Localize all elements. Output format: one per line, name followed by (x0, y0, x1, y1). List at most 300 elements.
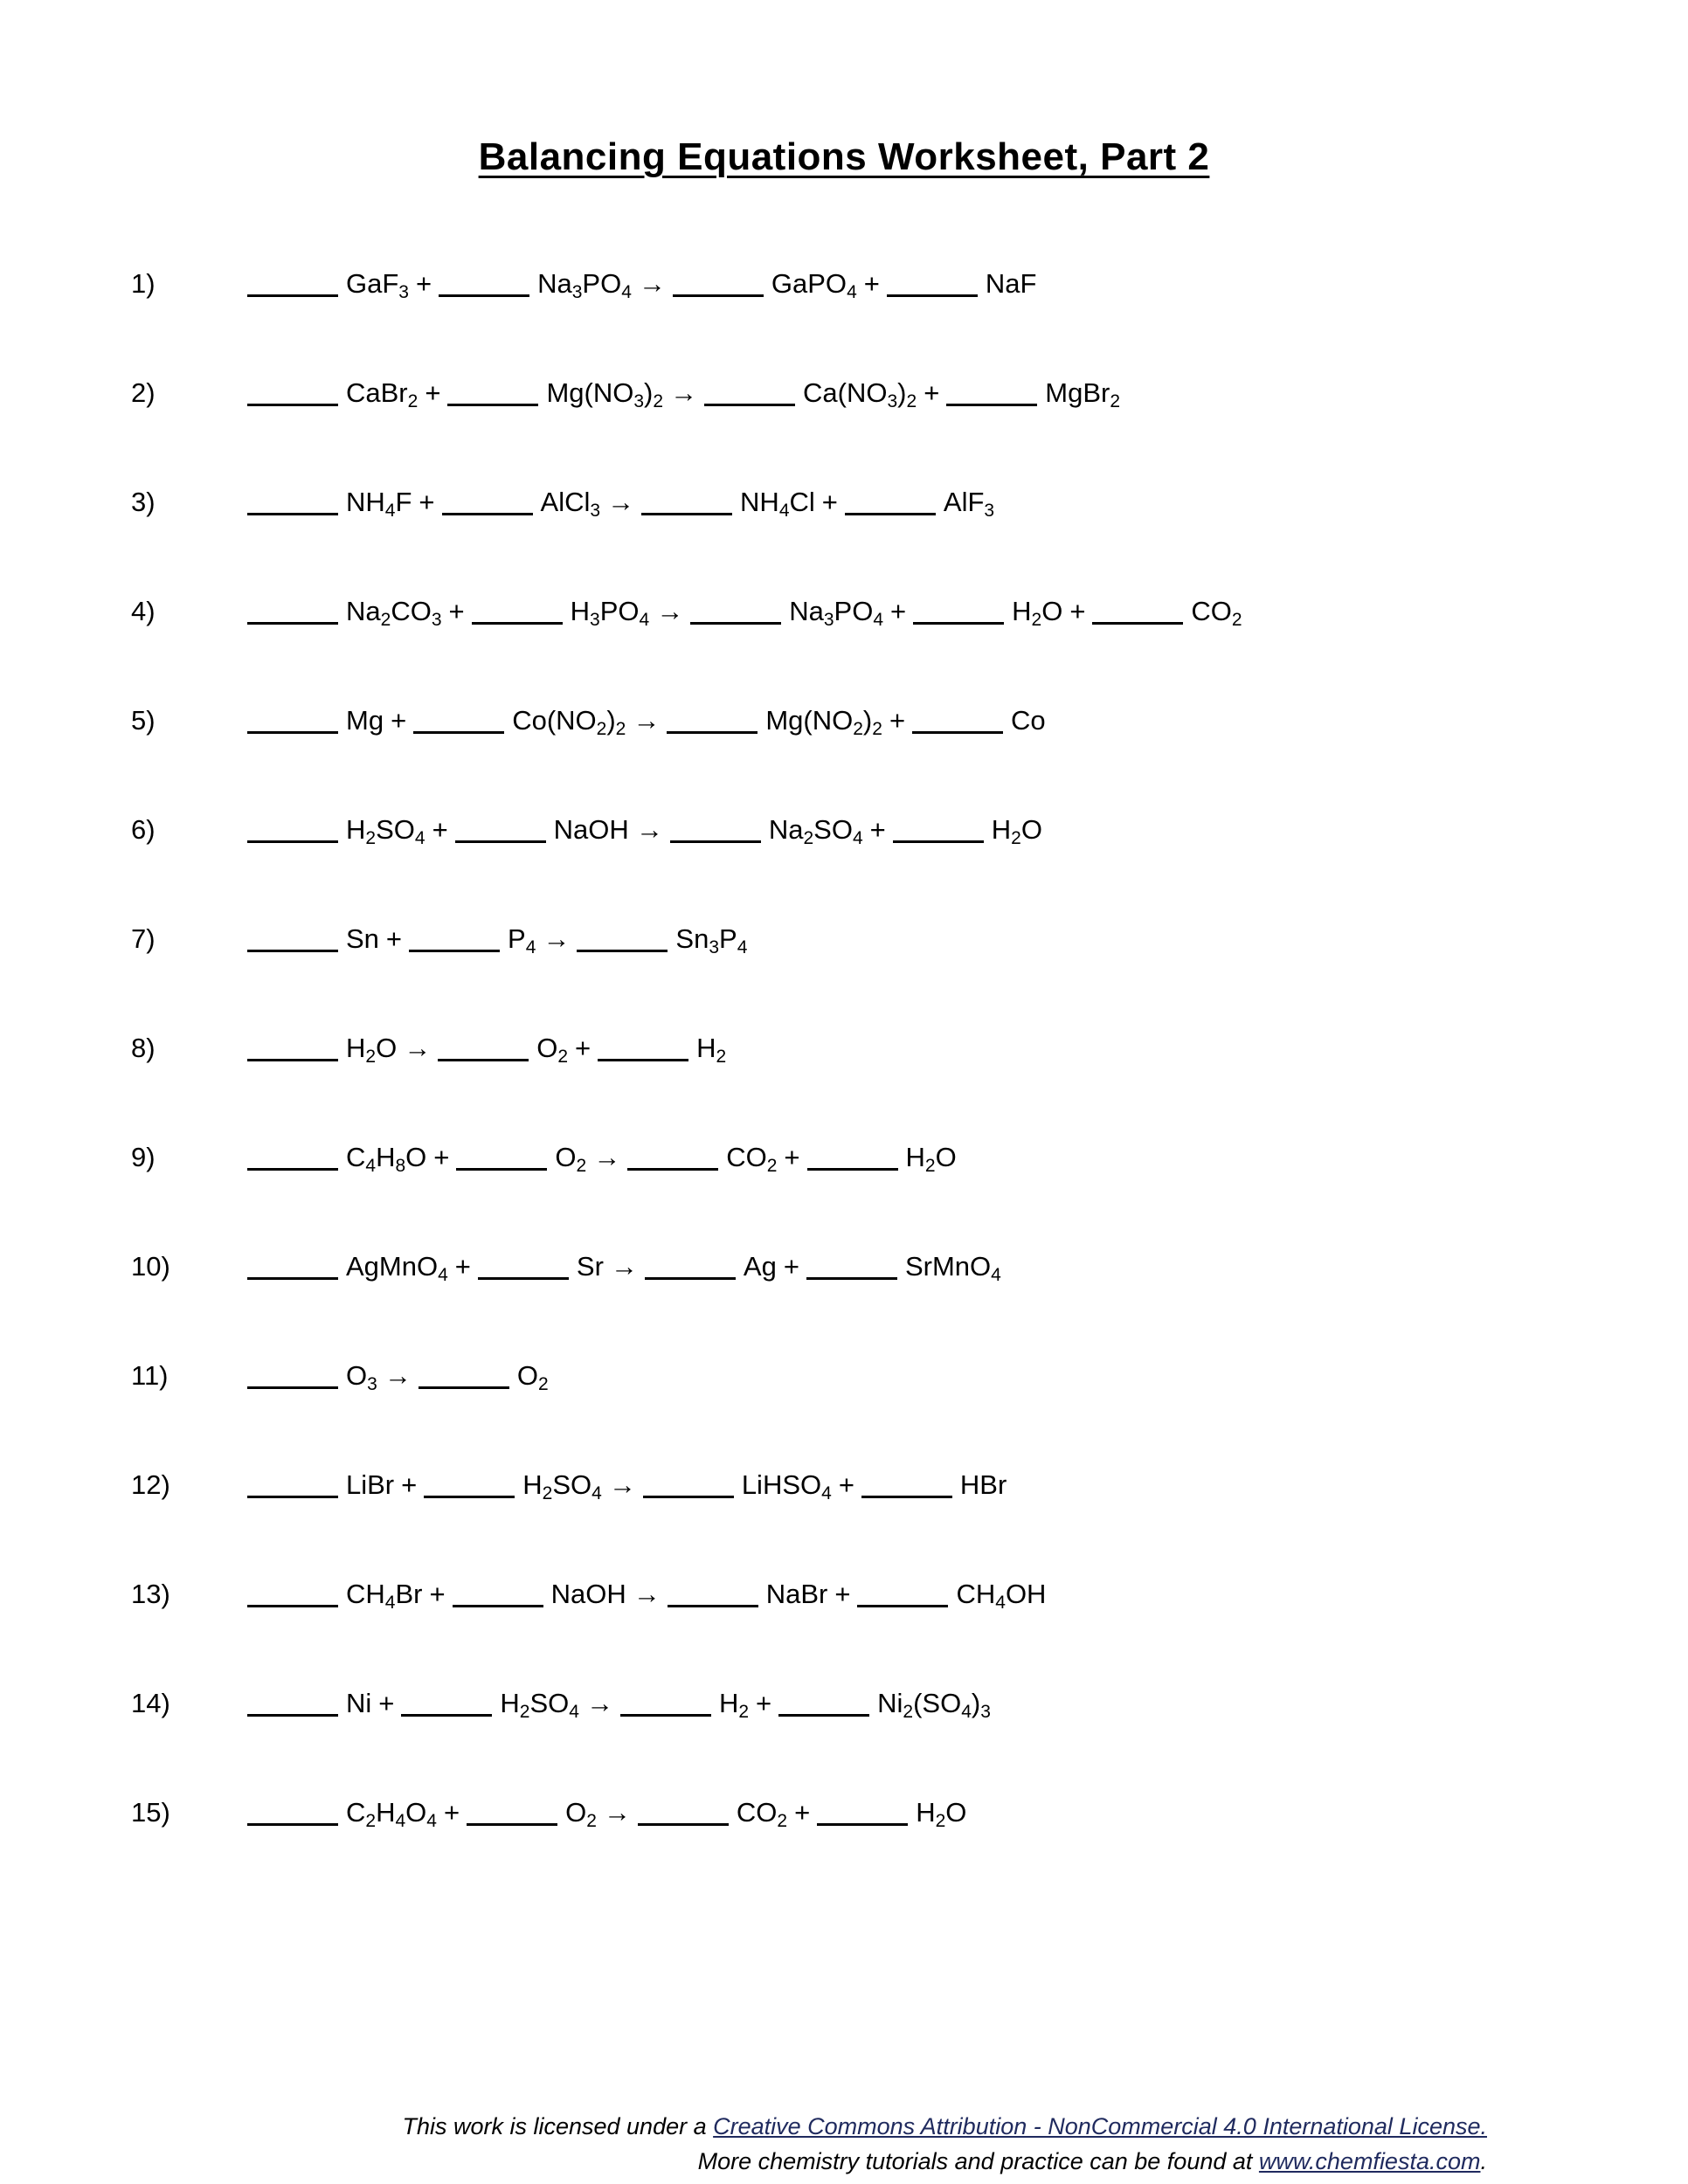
plus-sign: + (419, 487, 435, 517)
formula-text: AlF (943, 487, 985, 517)
equation-body (247, 485, 994, 520)
chemical-formula (346, 1251, 448, 1285)
chemical-formula (789, 596, 883, 630)
reaction-arrow: → (593, 1142, 621, 1172)
chemical-formula (986, 268, 1037, 299)
formula-text: Ag (743, 1251, 777, 1282)
formula-subscript: 2 (803, 828, 814, 848)
formula-subscript: 2 (615, 719, 626, 739)
formula-text: GaF (346, 268, 399, 299)
formula-subscript: 4 (591, 1483, 602, 1503)
reaction-arrow: → (607, 487, 635, 517)
formula-subscript: 8 (395, 1156, 406, 1176)
formula-text: SO (552, 1469, 592, 1500)
formula-text: ) (862, 705, 873, 736)
equation-row (131, 703, 1557, 738)
formula-text: H (346, 1033, 366, 1063)
formula-text: O (945, 1797, 967, 1828)
formula-text: Na (537, 268, 572, 299)
formula-subscript: 4 (384, 501, 396, 521)
chemical-formula (508, 923, 536, 957)
coefficient-blank (409, 930, 500, 952)
formula-subscript: 2 (872, 719, 882, 739)
coefficient-blank (912, 711, 1003, 734)
formula-text: Co (1011, 705, 1046, 736)
formula-subscript: 3 (398, 282, 409, 302)
formula-text: O (346, 1360, 368, 1391)
formula-subscript: 2 (365, 828, 377, 848)
formula-subscript: 4 (852, 828, 863, 848)
plus-sign: + (889, 705, 906, 736)
chemical-formula (346, 377, 419, 411)
formula-text: O (516, 1360, 538, 1391)
formula-text: Cl (789, 487, 815, 517)
formula-subscript: 2 (586, 1811, 597, 1831)
formula-text: Ni (346, 1688, 372, 1718)
formula-text: H (522, 1469, 543, 1500)
formula-text: Na (346, 596, 381, 626)
formula-text: PO (582, 268, 622, 299)
formula-subscript: 2 (596, 719, 607, 739)
formula-text: Sn (675, 923, 709, 954)
formula-text: H (905, 1142, 925, 1172)
chemical-formula (570, 596, 650, 630)
plus-sign: + (838, 1469, 854, 1500)
coefficient-blank (643, 1476, 734, 1498)
formula-text: AlCl (540, 487, 591, 517)
coefficient-blank (1092, 602, 1183, 625)
formula-subscript: 4 (737, 937, 748, 957)
formula-subscript: 2 (1231, 610, 1242, 630)
reaction-arrow: → (633, 705, 661, 736)
formula-text: LiHSO (741, 1469, 822, 1500)
plus-sign: + (863, 268, 880, 299)
chemical-formula (546, 377, 664, 411)
coefficient-blank (620, 1694, 711, 1717)
equation-body (247, 812, 1042, 847)
formula-text: O (935, 1142, 957, 1172)
coefficient-blank (577, 930, 668, 952)
equation-row (131, 1358, 1557, 1393)
formula-subscript: 4 (414, 828, 425, 848)
plus-sign: + (794, 1797, 811, 1828)
chemical-formula (512, 705, 626, 739)
coefficient-blank (627, 1148, 718, 1171)
coefficient-blank (861, 1476, 952, 1498)
formula-subscript: 3 (571, 282, 583, 302)
plus-sign: + (834, 1579, 851, 1609)
formula-subscript: 2 (1110, 391, 1121, 411)
formula-text: ) (606, 705, 616, 736)
equation-number: 3) (131, 487, 156, 517)
formula-subscript: 2 (519, 1702, 530, 1722)
chemical-formula (551, 1579, 626, 1609)
formula-subscript: 2 (903, 1702, 914, 1722)
formula-text: H (376, 1142, 396, 1172)
plus-sign: + (575, 1033, 591, 1063)
equation-body (247, 1795, 966, 1830)
equation-row (131, 485, 1557, 520)
coefficient-blank (453, 1585, 543, 1607)
chemical-formula (346, 1033, 398, 1067)
formula-text: H (696, 1033, 716, 1063)
coefficient-blank (887, 274, 978, 297)
chemical-formula (346, 487, 412, 521)
formula-subscript: 2 (653, 391, 664, 411)
formula-text: NH (346, 487, 385, 517)
coefficient-blank (247, 1803, 338, 1826)
formula-text: H (570, 596, 591, 626)
coefficient-blank (413, 711, 504, 734)
reaction-arrow: → (656, 596, 684, 626)
equation-number: 7) (131, 923, 156, 954)
chemical-formula (904, 1251, 1001, 1285)
chemical-formula (943, 487, 995, 521)
coefficient-blank (670, 820, 761, 843)
equation-body (247, 1140, 957, 1175)
plus-sign: + (401, 1469, 418, 1500)
plus-sign: + (433, 1142, 450, 1172)
formula-subscript: 4 (961, 1702, 972, 1722)
chemical-formula (500, 1688, 579, 1722)
chemical-formula (346, 1469, 394, 1500)
coefficient-blank (247, 274, 338, 297)
coefficient-blank (247, 930, 338, 952)
formula-subscript: 3 (367, 1374, 377, 1394)
plus-sign: + (429, 1579, 446, 1609)
plus-sign: + (415, 268, 432, 299)
equation-row (131, 812, 1557, 847)
coefficient-blank (442, 493, 533, 515)
formula-text: O (405, 1142, 427, 1172)
plus-sign: + (425, 377, 441, 408)
formula-subscript: 3 (980, 1702, 991, 1722)
formula-subscript: 2 (766, 1156, 778, 1176)
coefficient-blank (641, 493, 732, 515)
coefficient-blank (247, 1366, 338, 1389)
license-link[interactable]: Creative Commons Attribution - NonCommercial 4.0 International License. (713, 2113, 1487, 2139)
formula-text: MgBr (1045, 377, 1110, 408)
formula-text: P (719, 923, 737, 954)
chemical-formula (346, 1142, 427, 1176)
coefficient-blank (478, 1257, 569, 1280)
plus-sign: + (869, 814, 886, 845)
formula-subscript: 3 (633, 391, 645, 411)
plus-sign: + (1069, 596, 1086, 626)
chemical-formula (675, 923, 748, 957)
formula-text: Na (768, 814, 804, 845)
equation-row (131, 376, 1557, 411)
chemical-formula (516, 1360, 549, 1394)
coefficient-blank (247, 820, 338, 843)
chemical-formula (877, 1688, 991, 1722)
chemical-formula (991, 814, 1042, 848)
coefficient-blank (668, 1585, 758, 1607)
formula-subscript: 2 (924, 1156, 936, 1176)
coefficient-blank (438, 1039, 529, 1061)
formula-subscript: 2 (407, 391, 419, 411)
formula-text: H (1012, 596, 1032, 626)
chemical-formula (554, 814, 629, 845)
formula-subscript: 2 (777, 1811, 788, 1831)
equation-number: 2) (131, 377, 156, 408)
reaction-arrow: → (384, 1360, 412, 1391)
coefficient-blank (893, 820, 984, 843)
formula-text: HBr (959, 1469, 1007, 1500)
plus-sign: + (448, 596, 465, 626)
chemical-formula (1045, 377, 1121, 411)
formula-text: PO (599, 596, 640, 626)
formula-text: (SO (913, 1688, 962, 1718)
coefficient-blank (447, 384, 538, 406)
equation-body (247, 1577, 1046, 1612)
equation-row (131, 1577, 1557, 1612)
formula-text: H (346, 814, 366, 845)
chemical-formula (540, 487, 601, 521)
chemical-formula (537, 268, 632, 302)
formula-text: SrMnO (904, 1251, 992, 1282)
formula-subscript: 3 (984, 501, 995, 521)
equation-number: 6) (131, 814, 156, 845)
coefficient-blank (845, 493, 936, 515)
formula-subscript: 4 (569, 1702, 579, 1722)
formula-subscript: 4 (778, 501, 790, 521)
formula-subscript: 4 (847, 282, 857, 302)
plus-sign: + (890, 596, 907, 626)
chemical-formula (771, 268, 857, 302)
reaction-arrow: → (404, 1033, 432, 1063)
plus-sign: + (385, 923, 403, 954)
chemical-formula (346, 1797, 437, 1831)
coefficient-blank (673, 274, 764, 297)
formula-subscript: 2 (365, 1047, 377, 1067)
formula-text: CaBr (346, 377, 408, 408)
coefficient-blank (419, 1366, 509, 1389)
equation-row (131, 922, 1557, 957)
coefficient-blank (690, 602, 781, 625)
coefficient-blank (247, 493, 338, 515)
formula-text: Sr (576, 1251, 604, 1282)
formula-text: CH (346, 1579, 385, 1609)
chemical-formula (565, 1797, 597, 1831)
formula-text: C (346, 1797, 366, 1828)
formula-subscript: 2 (906, 391, 917, 411)
chemical-formula (740, 487, 815, 521)
coefficient-blank (817, 1803, 908, 1826)
formula-subscript: 4 (438, 1265, 448, 1285)
formula-text: SO (376, 814, 415, 845)
formula-text: OH (1005, 1579, 1047, 1609)
chemical-formula (741, 1469, 832, 1503)
equation-body (247, 922, 747, 957)
formula-text: H (718, 1688, 739, 1718)
chemical-formula (726, 1142, 778, 1176)
formula-subscript: 4 (365, 1156, 377, 1176)
equation-number: 13) (131, 1579, 170, 1609)
equation-number: 1) (131, 268, 156, 299)
chemical-formula (768, 814, 863, 848)
coefficient-blank (247, 384, 338, 406)
chemical-formula (765, 705, 882, 739)
plus-sign: + (784, 1142, 800, 1172)
coefficient-blank (778, 1694, 869, 1717)
formula-subscript: 3 (431, 610, 442, 630)
formula-text: CO (726, 1142, 767, 1172)
equation-row (131, 594, 1557, 629)
chemical-formula (956, 1579, 1047, 1613)
equation-number: 10) (131, 1251, 170, 1282)
coefficient-blank (456, 1148, 547, 1171)
formula-subscript: 3 (709, 937, 720, 957)
coefficient-blank (472, 602, 563, 625)
formula-subscript: 2 (537, 1374, 549, 1394)
formula-text: CO (391, 596, 432, 626)
chemical-formula (555, 1142, 587, 1176)
equation-body (247, 703, 1046, 738)
chemfiesta-link[interactable]: www.chemfiesta.com (1258, 2148, 1481, 2174)
chemical-formula (1191, 596, 1242, 630)
coefficient-blank (467, 1803, 557, 1826)
equation-list (131, 266, 1557, 1830)
formula-text: O (1041, 596, 1063, 626)
formula-subscript: 2 (716, 1047, 727, 1067)
formula-subscript: 4 (395, 1811, 406, 1831)
coefficient-blank (857, 1585, 948, 1607)
coefficient-blank (247, 711, 338, 734)
formula-text: NaBr (765, 1579, 828, 1609)
equation-row (131, 1249, 1557, 1284)
formula-text: P (508, 923, 526, 954)
formula-text: ) (897, 377, 907, 408)
chemical-formula (346, 596, 442, 630)
coefficient-blank (247, 602, 338, 625)
coefficient-blank (946, 384, 1037, 406)
coefficient-blank (913, 602, 1004, 625)
equation-number: 15) (131, 1797, 170, 1828)
formula-subscript: 4 (821, 1483, 832, 1503)
chemical-formula (346, 814, 425, 848)
chemical-formula (696, 1033, 727, 1067)
license-text: This work is licensed under a (402, 2113, 714, 2139)
formula-text: CO (1191, 596, 1232, 626)
formula-text: Mg (346, 705, 384, 736)
formula-subscript: 4 (525, 937, 536, 957)
reaction-arrow: → (638, 268, 666, 299)
formula-text: O (405, 1797, 427, 1828)
plus-sign: + (756, 1688, 772, 1718)
formula-text: ) (644, 377, 654, 408)
formula-subscript: 3 (823, 610, 834, 630)
equation-number: 5) (131, 705, 156, 736)
chemical-formula (905, 1142, 957, 1176)
formula-subscript: 2 (1011, 828, 1021, 848)
formula-subscript: 4 (995, 1593, 1006, 1613)
equation-body (247, 594, 1242, 629)
formula-text: C (346, 1142, 366, 1172)
chemical-formula (522, 1469, 602, 1503)
chemical-formula (346, 923, 379, 954)
equation-body (247, 1249, 1001, 1284)
coefficient-blank (247, 1257, 338, 1280)
chemical-formula (577, 1251, 604, 1282)
formula-text: SO (529, 1688, 570, 1718)
equation-number: 11) (131, 1360, 169, 1391)
formula-text: H (376, 1797, 396, 1828)
formula-subscript: 4 (873, 610, 883, 630)
chemical-formula (346, 705, 384, 736)
formula-text: Mg(NO (546, 377, 634, 408)
formula-text: Ca(NO (803, 377, 888, 408)
equation-row (131, 1468, 1557, 1503)
equation-row (131, 1795, 1557, 1830)
chemical-formula (916, 1797, 967, 1831)
formula-text: NH (740, 487, 779, 517)
formula-text: PO (834, 596, 874, 626)
chemical-formula (346, 1579, 423, 1613)
reaction-arrow: → (603, 1797, 631, 1828)
license-footer (402, 2109, 1487, 2179)
formula-text: Br (395, 1579, 423, 1609)
formula-text: O (555, 1142, 577, 1172)
plus-sign: + (378, 1688, 395, 1718)
formula-text: Na (789, 596, 824, 626)
coefficient-blank (439, 274, 529, 297)
formula-subscript: 3 (590, 610, 600, 630)
formula-text: CO (736, 1797, 778, 1828)
formula-subscript: 4 (384, 1593, 396, 1613)
formula-text: AgMnO (346, 1251, 439, 1282)
reaction-arrow: → (608, 1469, 636, 1500)
formula-text: Ni (877, 1688, 903, 1718)
formula-text: LiBr (346, 1469, 395, 1500)
formula-text: O (1020, 814, 1042, 845)
coefficient-blank (807, 1148, 898, 1171)
more-info-line (402, 2144, 1487, 2179)
equation-body (247, 1358, 549, 1393)
reaction-arrow: → (635, 814, 663, 845)
coefficient-blank (455, 820, 546, 843)
reaction-arrow: → (670, 377, 698, 408)
chemical-formula (536, 1033, 569, 1067)
formula-subscript: 2 (365, 1811, 377, 1831)
coefficient-blank (638, 1803, 729, 1826)
reaction-arrow: → (543, 923, 571, 954)
reaction-arrow: → (585, 1688, 613, 1718)
equation-body (247, 376, 1120, 411)
reaction-arrow: → (633, 1579, 661, 1609)
formula-text: SO (813, 814, 853, 845)
plus-sign: + (391, 705, 407, 736)
equation-number: 4) (131, 596, 156, 626)
equation-number: 14) (131, 1688, 170, 1718)
chemical-formula (346, 1360, 377, 1394)
equation-number: 9) (131, 1142, 156, 1172)
coefficient-blank (247, 1585, 338, 1607)
chemical-formula (744, 1251, 777, 1282)
formula-text: H (500, 1688, 520, 1718)
license-line (402, 2109, 1487, 2144)
coefficient-blank (247, 1039, 338, 1061)
formula-subscript: 2 (542, 1483, 553, 1503)
coefficient-blank (424, 1476, 515, 1498)
formula-subscript: 2 (738, 1702, 750, 1722)
formula-subscript: 2 (557, 1047, 569, 1067)
plus-sign: + (432, 814, 448, 845)
formula-text: Mg(NO (765, 705, 854, 736)
formula-text: O (376, 1033, 398, 1063)
more-info-text: More chemistry tutorials and practice can be found at (697, 2148, 1259, 2174)
chemical-formula (803, 377, 917, 411)
